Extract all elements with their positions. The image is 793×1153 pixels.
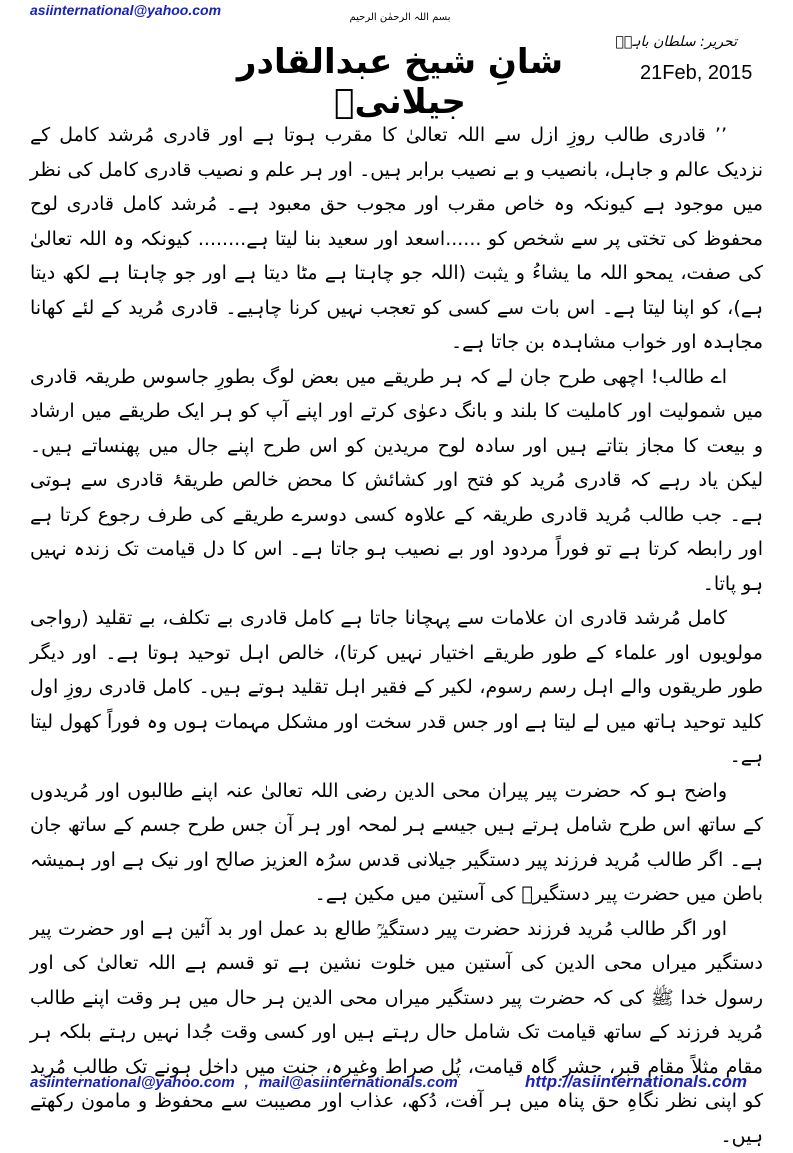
footer-website-link[interactable]: http://asiinternationals.com xyxy=(525,1072,747,1092)
footer-email-yahoo[interactable]: asiinternational@yahoo.com xyxy=(30,1074,235,1091)
paragraph-1: ’’ قادری طالب روزِ ازل سے اللہ تعالیٰ کا مقرب ہوتا ہے اور قادری مُرشد کامل کے نزدیک عالم و جاہل، بانصیب و بے نصیب برابر ہیں۔ اور ہر علم و نصیب قادری کامل کی نظر میں موجود ہے کیونکہ وہ خاص مقرب اور مجوب حق معبود ہے۔ مُرشد کامل قادری لوح محفوظ کی تختی پر سے شخص کو ......اسعد اور سعید بنا لیتا ہے........ کیونکہ وہ اللہ تعالیٰ کی صفت، یمحو اللہ ما یشاءُ و یثبت (اللہ جو چاہتا ہے مٹا دیتا ہے اور جو چاہتا ہے لکھ دیتا ہے)، کو اپنا لیتا ہے۔ اس بات سے کسی کو تعجب نہیں کرنا چاہیے۔ قادری مُرید کے لئے کھانا مجاہدہ اور خواب مشاہدہ بن جاتا ہے۔ xyxy=(30,118,763,360)
footer-separator: , xyxy=(235,1074,259,1091)
page-title: شانِ شیخ عبدالقادر جیلانیؒ xyxy=(230,42,570,122)
paragraph-4: واضح ہو کہ حضرت پیر پیران محی الدین رضی اللہ تعالیٰ عنہ اپنے طالبوں اور مُریدوں کے ساتھ اس طرح شامل ہرتے ہیں جیسے ہر لمحہ اور ہر آن جس طرح جسم کے ساتھ جان ہے۔ اگر طالب مُرید فرزند پیر دستگیر جیلانی قدس سرُہ العزیز صالح اور نیک ہے اور ہمیشہ باطن میں حضرت پیر دستگیرؒ کی آستین میں مکین ہے۔ xyxy=(30,774,763,912)
date: 21Feb, 2015 xyxy=(640,62,752,85)
article-body xyxy=(30,118,763,1153)
paragraph-2: اے طالب! اچھی طرح جان لے کہ ہر طریقے میں بعض لوگ بطورِ جاسوس طریقہ قادری میں شمولیت اور کاملیت کا بلند و بانگ دعوٰی کرتے اور اپنے آپ کو ہر ایک طریقے میں ارشاد و بیعت کا مجاز بتاتے ہیں اور سادہ لوح مریدین کو اس طرح اپنے جال میں پھنساتے ہیں۔ لیکن یاد رہے کہ قادری مُرید کو فتح اور کشائش کا محض خالص طریقۂ قادری سے ہوتی ہے۔ جب طالب مُرید قادری طریقہ کے علاوہ کسی دوسرے طریقے کی طرف رجوع کرتا ہے اور رابطہ کرتا ہے تو فوراً مردود اور بے نصیب ہو جاتا ہے۔ اس کا دل قیامت تک زندہ نہیں ہو پاتا۔ xyxy=(30,360,763,602)
bismillah: بسم اللہ الرحمٰن الرحیم xyxy=(320,12,480,23)
footer-emails xyxy=(30,1074,458,1091)
paragraph-3: کامل مُرشد قادری ان علامات سے پہچانا جاتا ہے کامل قادری بے تکلف، بے تقلید (رواجی مولویوں اور علماء کے طور طریقے اختیار نہیں کرتا)، خالص اہل توحید ہوتا ہے۔ اور دیگر طور طریقوں والے اہل رسم رسوم، لکیر کے فقیر اہل تقلید ہوتے ہیں۔ کامل قادری روزِ اول کلید توحید ہاتھ میں لے لیتا ہے اور جس قدر سخت اور مشکل مہمات ہوں وہ فوراً کھول لیتا ہے۔ xyxy=(30,601,763,774)
author-line: تحریر: سلطان باہوؒ xyxy=(616,34,737,50)
footer-email-mail[interactable]: mail@asiinternationals.com xyxy=(259,1074,458,1091)
header-email[interactable]: asiinternational@yahoo.com xyxy=(30,2,221,18)
paragraph-5: اور اگر طالب مُرید فرزند حضرت پیر دستگیرؒ طالع بد عمل اور بد آئین ہے اور حضرت پیر دستگیر میراں محی الدین کی آستین میں خلوت نشین ہے تو قسم ہے اللہ تعالیٰ کی اور رسول خدا ﷺ کی کہ حضرت پیر دستگیر میراں محی الدین ہر حال میں ہر وقت اپنے طالب مُرید فرزند کے ساتھ قیامت تک شامل حال رہتے ہیں اور کسی وقت جُدا نہیں رہتے بلکہ ہر مقام مثلاً مقامِ قبر، حشر گاہ قیامت، پُل صراط وغیرہ، جنت میں داخل ہونے تک طالب مُرید کو اپنی نظر نگاہِ حق پناہ میں ہر آفت، دُکھ، عذاب اور مصیبت سے محفوظ و مامون رکھتے ہیں۔ xyxy=(30,912,763,1153)
